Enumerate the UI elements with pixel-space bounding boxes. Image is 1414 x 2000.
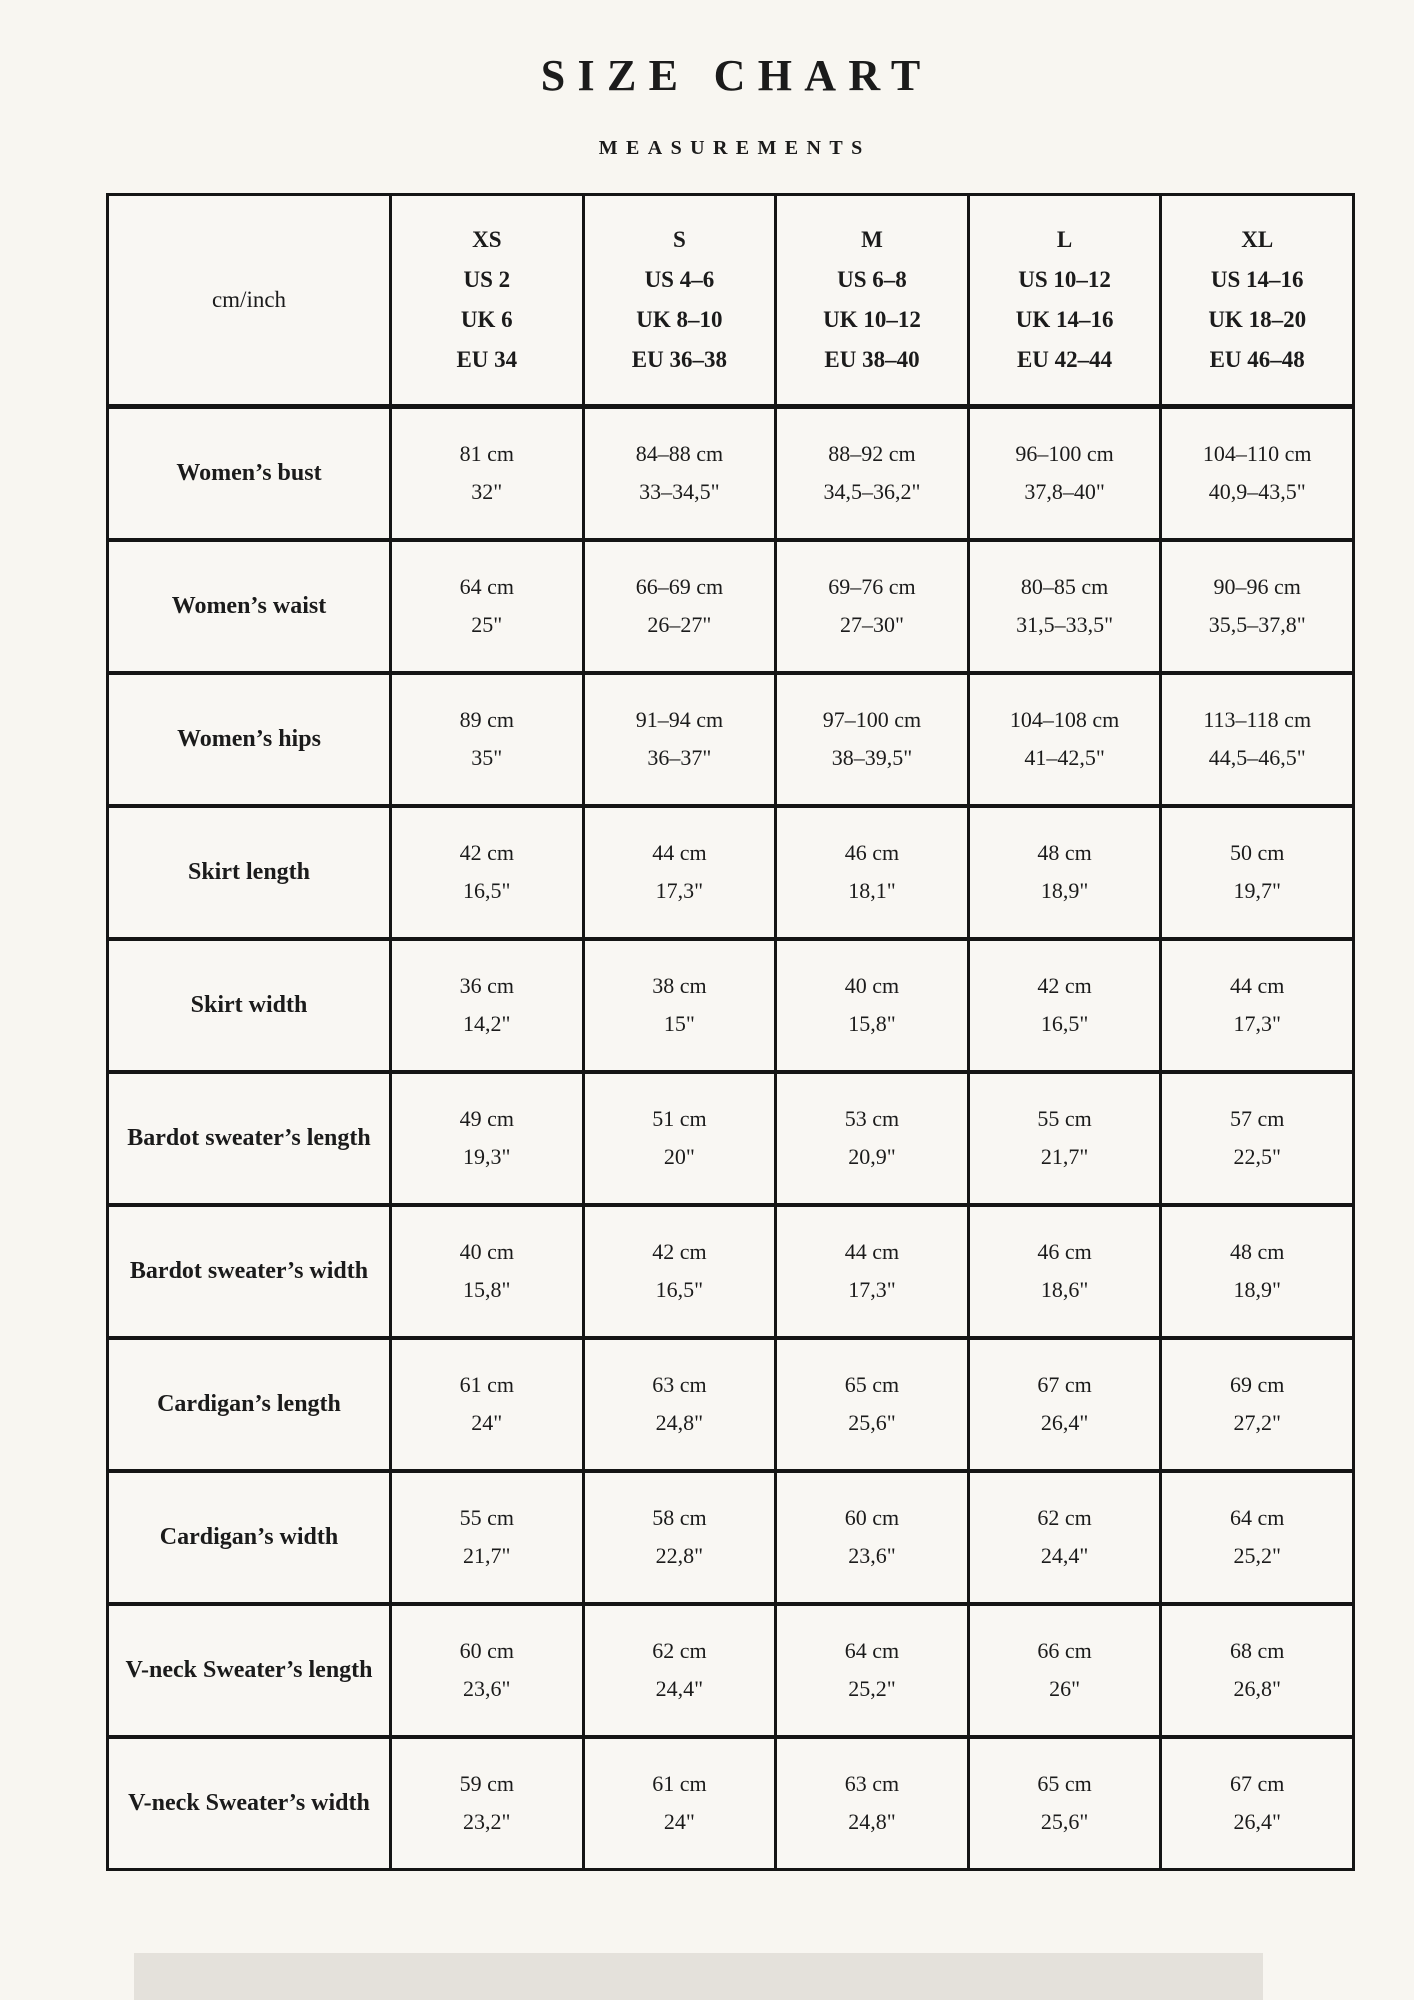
inch-value: 24,8" [655,1410,704,1435]
cm-value: 69 cm [1229,1372,1285,1397]
cm-value: 81 cm [459,441,514,467]
size-chart-header [108,195,1354,407]
cm-value: 38 cm [652,973,707,998]
inch-value: 19,7" [1233,878,1281,903]
inch-value: 17,3" [655,878,704,903]
cm-value: 97–100 cm [822,707,922,732]
cm-value: 44 cm [844,1239,900,1264]
cm-value: 88–92 cm [828,441,916,467]
measurement-cell [968,407,1161,540]
cm-value: 80–85 cm [1020,574,1109,599]
cm-value: 60 cm [459,1638,514,1663]
footer-bar [134,1953,1263,2000]
measurement-cell [968,1604,1161,1737]
inch-value: 21,7" [463,1543,511,1568]
measurement-cell [968,1737,1161,1870]
cm-value: 42 cm [459,840,514,865]
cm-value: 51 cm [652,1106,707,1131]
us-size: US 2 [463,267,511,292]
row-label: Cardigan’s length [108,1338,391,1471]
cm-value: 46 cm [1037,1239,1092,1264]
measurement-cell [583,1604,776,1737]
cm-value: 59 cm [459,1771,514,1797]
table-row [108,1338,1354,1471]
size-name: L [1056,227,1073,252]
size-name: XS [472,227,502,252]
measurement-cell [776,806,969,939]
table-row [108,1471,1354,1604]
measurement-cell [776,1205,969,1338]
cm-value: 61 cm [652,1771,707,1797]
inch-value: 44,5–46,5" [1208,745,1306,770]
measurement-cell [583,1205,776,1338]
size-name: M [861,227,883,252]
uk-size: UK 8–10 [636,307,723,332]
cm-value: 67 cm [1037,1372,1092,1397]
cm-value: 65 cm [1037,1771,1092,1797]
cm-value: 44 cm [652,840,707,865]
inch-value: 31,5–33,5" [1016,612,1114,637]
measurement-cell [391,673,584,806]
eu-size: EU 46–48 [1209,347,1305,372]
measurement-cell [776,1338,969,1471]
measurement-cell [968,540,1161,673]
inch-value: 40,9–43,5" [1208,479,1306,505]
size-chart-table [106,193,1355,1871]
measurement-cell [1161,1072,1354,1205]
eu-size: EU 42–44 [1016,347,1113,372]
cm-value: 44 cm [1229,973,1285,998]
inch-value: 24,4" [1040,1543,1089,1568]
cm-value: 90–96 cm [1213,574,1301,599]
measurement-cell [776,1737,969,1870]
measurement-cell [776,1072,969,1205]
cm-value: 46 cm [844,840,900,865]
measurement-cell [1161,1205,1354,1338]
cm-value: 104–108 cm [1009,707,1120,732]
inch-value: 18,9" [1233,1277,1281,1302]
cm-value: 69–76 cm [828,574,916,599]
cm-value: 36 cm [459,973,514,998]
measurement-cell [583,939,776,1072]
inch-value: 38–39,5" [831,745,913,770]
inch-value: 16,5" [1040,1011,1089,1036]
cm-value: 48 cm [1037,840,1092,865]
measurement-cell [776,939,969,1072]
measurement-cell [776,1471,969,1604]
measurement-cell [391,1604,584,1737]
measurement-cell [776,1604,969,1737]
cm-value: 67 cm [1229,1771,1285,1797]
measurement-cell [583,673,776,806]
inch-value: 23,6" [463,1676,511,1701]
inch-value: 22,5" [1233,1144,1281,1169]
size-column-header [776,195,969,407]
cm-value: 84–88 cm [635,441,724,467]
inch-value: 21,7" [1040,1144,1089,1169]
inch-value: 22,8" [655,1543,704,1568]
measurement-cell [1161,1471,1354,1604]
inch-value: 20" [663,1144,695,1169]
size-column-header [583,195,776,407]
cm-value: 57 cm [1229,1106,1285,1131]
inch-value: 26–27" [647,612,712,637]
cm-value: 91–94 cm [635,707,724,732]
measurement-cell [968,806,1161,939]
measurement-cell [391,806,584,939]
table-row [108,939,1354,1072]
measurement-cell [776,540,969,673]
measurement-cell [391,1205,584,1338]
inch-value: 25" [471,612,503,637]
cm-value: 58 cm [652,1505,707,1530]
cm-value: 40 cm [844,973,900,998]
us-size: US 4–6 [644,267,715,292]
inch-value: 27,2" [1233,1410,1281,1435]
measurement-cell [583,1072,776,1205]
measurement-cell [391,1471,584,1604]
cm-value: 66–69 cm [635,574,724,599]
cm-value: 55 cm [459,1505,514,1530]
row-label: Bardot sweater’s width [108,1205,391,1338]
inch-value: 17,3" [1233,1011,1281,1036]
cm-value: 96–100 cm [1015,441,1114,467]
inch-value: 26,4" [1233,1809,1281,1835]
header-row [108,195,1354,407]
size-name: XL [1241,227,1274,252]
measurement-cell [391,1072,584,1205]
inch-value: 16,5" [655,1277,704,1302]
us-size: US 10–12 [1018,267,1111,292]
measurement-cell [583,407,776,540]
measurement-cell [968,1205,1161,1338]
table-row [108,1205,1354,1338]
us-size: US 14–16 [1210,267,1304,292]
cm-value: 62 cm [652,1638,707,1663]
measurement-cell [583,1471,776,1604]
cm-value: 53 cm [844,1106,900,1131]
measurement-cell [1161,673,1354,806]
inch-value: 24" [471,1410,503,1435]
inch-value: 25,6" [848,1410,896,1435]
row-label: Skirt width [108,939,391,1072]
inch-value: 25,6" [1040,1809,1089,1835]
row-label: Women’s waist [108,540,391,673]
measurement-cell [583,1737,776,1870]
cm-value: 63 cm [844,1771,900,1797]
measurement-cell [968,1338,1161,1471]
table-row [108,407,1354,540]
uk-size: UK 18–20 [1208,307,1307,332]
inch-value: 37,8–40" [1024,479,1105,505]
table-row [108,540,1354,673]
measurement-cell [391,1737,584,1870]
cm-value: 42 cm [1037,973,1092,998]
measurement-cell [583,1338,776,1471]
inch-value: 14,2" [463,1011,511,1036]
inch-value: 23,6" [848,1543,896,1568]
uk-size: UK 14–16 [1015,307,1114,332]
inch-value: 36–37" [647,745,712,770]
size-name: S [672,227,686,252]
size-chart-body [108,407,1354,1870]
measurement-cell [1161,1604,1354,1737]
inch-value: 27–30" [839,612,904,637]
cm-value: 89 cm [459,707,514,732]
row-label: Bardot sweater’s length [108,1072,391,1205]
inch-value: 41–42,5" [1024,745,1105,770]
cm-value: 50 cm [1229,840,1285,865]
row-label: Cardigan’s width [108,1471,391,1604]
row-label: Women’s bust [108,407,391,540]
inch-value: 18,9" [1040,878,1089,903]
measurement-cell [968,939,1161,1072]
inch-value: 25,2" [848,1676,896,1701]
measurement-cell [968,1471,1161,1604]
inch-value: 34,5–36,2" [823,479,921,505]
cm-value: 48 cm [1229,1239,1285,1264]
cm-value: 65 cm [844,1372,900,1397]
measurement-cell [391,540,584,673]
inch-value: 23,2" [463,1809,511,1835]
cm-value: 49 cm [459,1106,514,1131]
inch-value: 33–34,5" [639,479,720,505]
corner-unit-label: cm/inch [108,195,391,407]
inch-value: 19,3" [463,1144,511,1169]
cm-value: 64 cm [459,574,514,599]
cm-value: 64 cm [844,1638,900,1663]
inch-value: 26" [1049,1676,1081,1701]
cm-value: 62 cm [1037,1505,1092,1530]
us-size: US 6–8 [837,267,907,292]
eu-size: EU 36–38 [631,347,727,372]
inch-value: 18,1" [848,878,896,903]
inch-value: 15" [663,1011,695,1036]
measurement-cell [583,806,776,939]
cm-value: 64 cm [1229,1505,1285,1530]
cm-value: 61 cm [459,1372,514,1397]
inch-value: 15,8" [848,1011,896,1036]
inch-value: 35,5–37,8" [1208,612,1306,637]
table-row [108,806,1354,939]
uk-size: UK 6 [460,307,513,332]
measurement-cell [776,673,969,806]
eu-size: EU 34 [456,347,518,372]
measurement-cell [968,673,1161,806]
measurement-cell [1161,939,1354,1072]
measurement-cell [391,407,584,540]
table-row [108,1737,1354,1870]
table-row [108,1072,1354,1205]
table-row [108,673,1354,806]
page-subtitle: MEASUREMENTS [598,137,871,159]
measurement-cell [776,407,969,540]
inch-value: 20,9" [848,1144,896,1169]
cm-value: 68 cm [1229,1638,1285,1663]
eu-size: EU 38–40 [824,347,920,372]
row-label: V-neck Sweater’s width [108,1737,391,1870]
measurement-cell [391,1338,584,1471]
measurement-cell [1161,1737,1354,1870]
inch-value: 17,3" [848,1277,896,1302]
uk-size: UK 10–12 [823,307,921,332]
row-label: V-neck Sweater’s length [108,1604,391,1737]
inch-value: 25,2" [1233,1543,1281,1568]
cm-value: 63 cm [652,1372,707,1397]
measurement-cell [1161,806,1354,939]
table-row [108,1604,1354,1737]
inch-value: 18,6" [1040,1277,1089,1302]
row-label: Skirt length [108,806,391,939]
measurement-cell [1161,540,1354,673]
measurement-cell [968,1072,1161,1205]
size-column-header [391,195,584,407]
cm-value: 66 cm [1037,1638,1092,1663]
inch-value: 35" [471,745,503,770]
inch-value: 32" [471,479,503,505]
cm-value: 42 cm [652,1239,707,1264]
cm-value: 113–118 cm [1203,707,1312,732]
inch-value: 26,4" [1040,1410,1089,1435]
cm-value: 55 cm [1037,1106,1092,1131]
page-title: SIZE CHART [540,51,933,100]
row-label: Women’s hips [108,673,391,806]
inch-value: 24,8" [848,1809,896,1835]
size-column-header [968,195,1161,407]
inch-value: 24" [663,1809,695,1835]
measurement-cell [391,939,584,1072]
measurement-cell [1161,407,1354,540]
cm-value: 60 cm [844,1505,900,1530]
inch-value: 15,8" [463,1277,511,1302]
cm-value: 104–110 cm [1202,441,1312,467]
inch-value: 26,8" [1233,1676,1281,1701]
inch-value: 16,5" [463,878,511,903]
cm-value: 40 cm [459,1239,514,1264]
measurement-cell [583,540,776,673]
size-column-header [1161,195,1354,407]
inch-value: 24,4" [655,1676,704,1701]
measurement-cell [1161,1338,1354,1471]
